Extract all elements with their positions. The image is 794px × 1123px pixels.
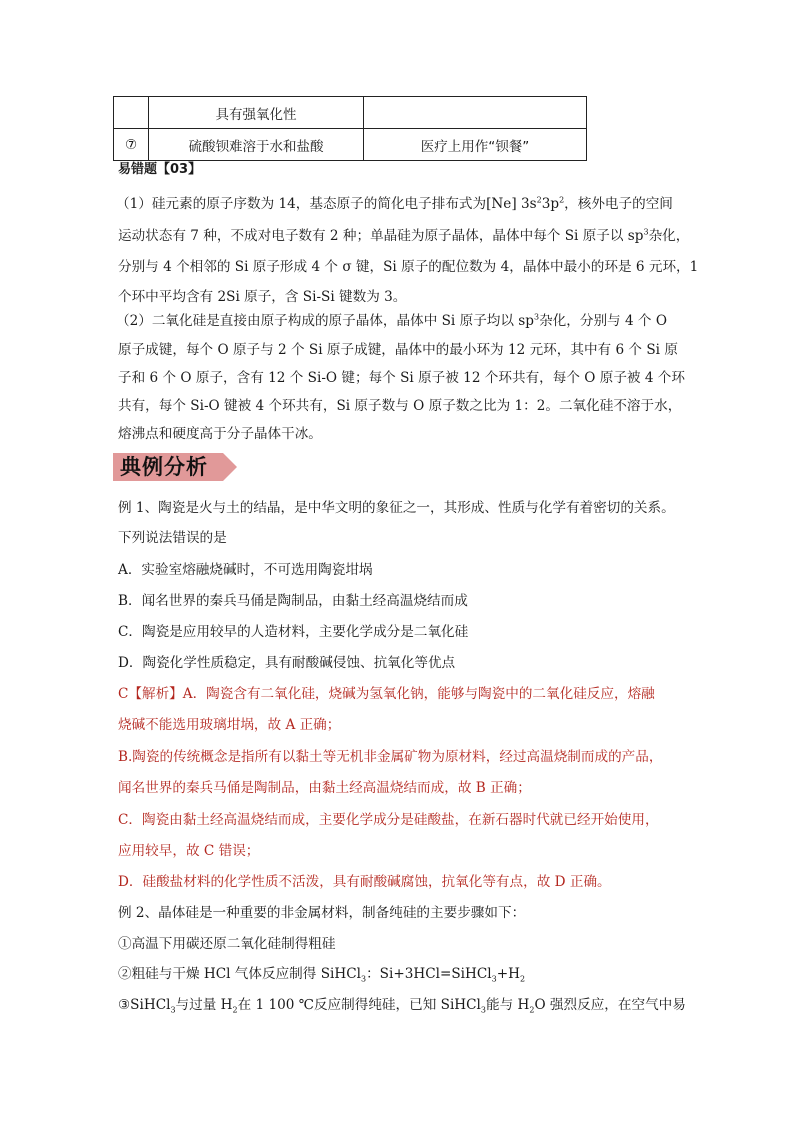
answer-analysis-line: C．陶瓷由黏土经高温烧结而成，主要化学成分是硅酸盐，在新石器时代就已经开始使用， [118,812,659,828]
example-2-step: ③SiHCl$_3$与过量 $H_2$在 1 100 ℃反应制得纯硅，已知 SiHCl$_3$能与 $H_2O$ 强烈反应，在空气中易 [118,997,686,1015]
paragraph-1-line: （1）硅元素的原子序数为 14，基态原子的简化电子排布式为[Ne] $3s^23p^2$，核外电子的空间 [116,195,673,212]
option-b: B．闻名世界的秦兵马俑是陶制品，由黏土经高温烧结而成 [118,593,468,609]
table-cell-property: 硫酸钡难溶于水和盐酸 [149,129,364,161]
option-a: A．实验室熔融烧碱时，不可选用陶瓷坩埚 [118,562,373,578]
example-1-question: 例 1、陶瓷是火与土的结晶，是中华文明的象征之一，其形成、性质与化学有着密切的关系。 [118,500,675,516]
banner-arrow [223,453,237,481]
error-heading: 易错题【03】 [118,162,202,177]
paragraph-2-line: 共有，每个 Si-O 键被 4 个环共有，Si 原子数与 O 原子数之比为 1：2。二氧化硅不溶于水， [118,398,682,414]
paragraph-2-line: 子和 6 个 O 原子，含有 12 个 Si-O 键；每个 Si 原子被 12 个环共有，每个 O 原子被 4 个环 [118,370,685,386]
table-cell-property: 具有强氧化性 [149,97,364,129]
answer-analysis-line: B.陶瓷的传统概念是指所有以黏土等无机非金属矿物为原材料，经过高温烧制而成的产品， [118,749,663,765]
paragraph-2-line: 原子成键，每个 O 原子与 2 个 Si 原子成键，晶体中的最小环为 12 元环，其中有 6 个 Si 原 [118,342,678,358]
paragraph-1-line: 分别与 4 个相邻的 Si 原子形成 4 个 σ 键，Si 原子的配位数为 4，晶体中最小的环是 6 元环，1 [118,259,699,275]
table-cell-number [114,97,149,129]
example-2-step: ①高温下用碳还原二氧化硅制得粗硅 [118,936,336,952]
answer-analysis-line: 烧碱不能选用玻璃坩埚，故 A 正确； [118,717,341,733]
table-row [114,97,587,129]
paragraph-2-line: （2）二氧化硅是直接由原子构成的原子晶体，晶体中 Si 原子均以 $sp^3$杂化，分别与 4 个 O [116,312,667,329]
paragraph-1-line: 运动状态有 7 种，不成对电子数有 2 种；单晶硅为原子晶体，晶体中每个 Si 原子以 $sp^3$杂化， [118,227,690,244]
paragraph-2-line: 熔沸点和硬度高于分子晶体干冰。 [118,426,322,442]
table-cell-use [364,97,587,129]
property-use-table [113,96,587,161]
answer-analysis-line: C【解析】A．陶瓷含有二氧化硅，烧碱为氢氧化钠，能够与陶瓷中的二氧化硅反应，熔融 [118,686,655,702]
example-2-question: 例 2、晶体硅是一种重要的非金属材料，制备纯硅的主要步骤如下： [118,905,526,921]
answer-analysis-line: D．硅酸盐材料的化学性质不活泼，具有耐酸碱腐蚀，抗氧化等有点，故 D 正确。 [118,874,611,890]
answer-analysis-line: 应用较早，故 C 错误； [118,843,260,859]
paragraph-1-line: 个环中平均含有 2Si 原子，含 Si-Si 键数为 3。 [118,289,407,305]
section-banner [113,450,238,484]
section-title: 典例分析 [120,455,208,479]
table-row [114,129,587,161]
example-1-question: 下列说法错误的是 [118,530,227,546]
table-cell-number: ⑦ [114,129,149,161]
table-cell-use: 医疗上用作“钡餐” [364,129,587,161]
example-2-step: ②粗硅与干燥 HCl 气体反应制得 SiHCl$_3$：$Si+3HCl=SiHCl_3+H_2$ [118,966,526,984]
option-c: C．陶瓷是应用较早的人造材料，主要化学成分是二氧化硅 [118,624,469,640]
answer-analysis-line: 闻名世界的秦兵马俑是陶制品，由黏土经高温烧结而成，故 B 正确； [118,780,531,796]
option-d: D．陶瓷化学性质稳定，具有耐酸碱侵蚀、抗氧化等优点 [118,655,456,671]
